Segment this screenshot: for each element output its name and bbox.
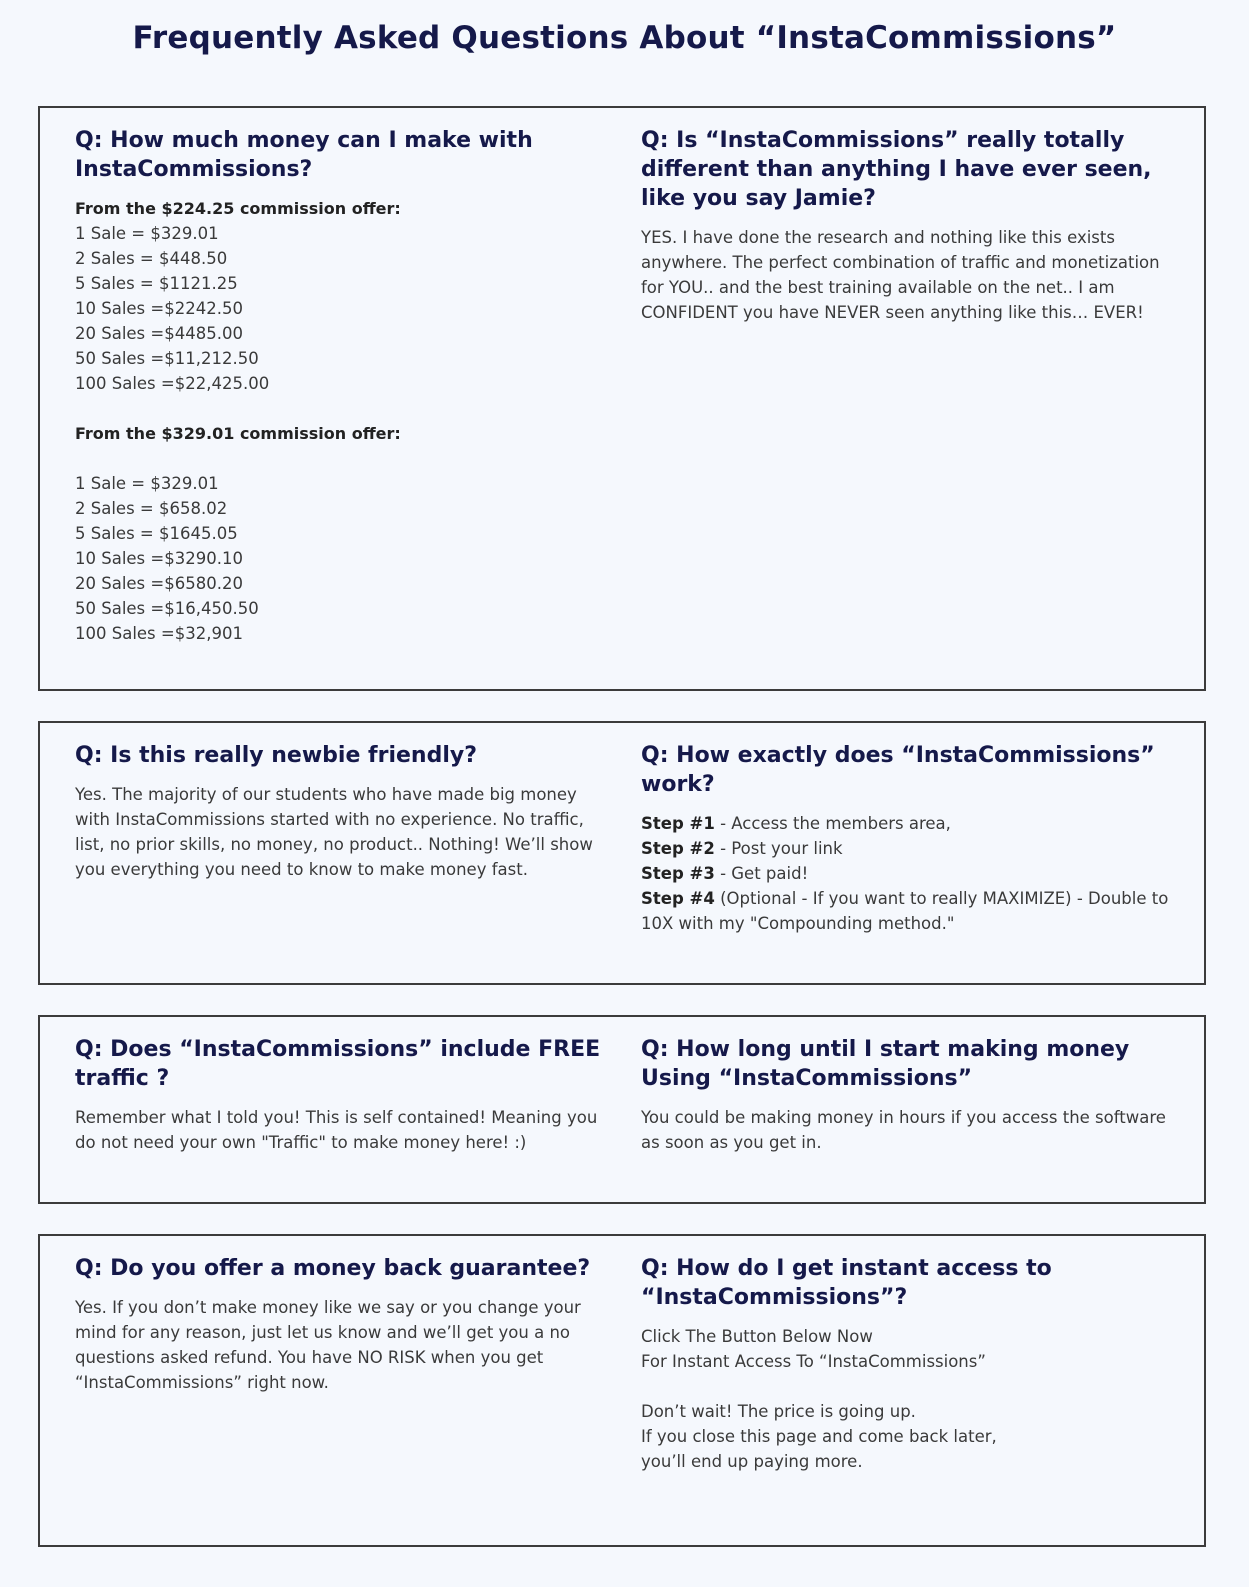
- earnings-line: 20 Sales =$6580.20: [75, 574, 243, 593]
- faq-answer: YES. I have done the research and nothing like this exists anywhere. The perfect combination of traffic and monetization for YOU.. and the best training available on the net.. I am CONFIDENT you have NEVER seen anything like this… EVER!: [641, 228, 1160, 322]
- faq-item-newbie: [75, 741, 605, 882]
- step-text: (Optional - If you want to really MAXIMIZE) - Double to 10X with my "Compounding method.": [641, 889, 1169, 933]
- access-line: If you close this page and come back later,: [641, 1427, 997, 1446]
- step-label: Step #3: [641, 864, 715, 883]
- faq-answer: Remember what I told you! This is self contained! Meaning you do not need your own "Traffic" to make money here! :): [75, 1108, 598, 1152]
- page-title: Frequently Asked Questions About “InstaCommissions”: [132, 20, 1117, 56]
- faq-question: Q: How long until I start making money Using “InstaCommissions”: [641, 1037, 1130, 1091]
- step-text: - Post your link: [714, 839, 843, 858]
- faq-box-4: [38, 1234, 1206, 1547]
- access-line: For Instant Access To “InstaCommissions”: [641, 1352, 986, 1371]
- faq-answer: You could be making money in hours if you access the software as soon as you get in.: [641, 1108, 1166, 1152]
- earnings-line: 100 Sales =$22,425.00: [75, 374, 270, 393]
- faq-box-3: [38, 1015, 1206, 1204]
- faq-question: Q: How much money can I make with InstaCommissions?: [75, 128, 533, 182]
- faq-answer: Yes. The majority of our students who have made big money with InstaCommissions started with no experience. No traffic, list, no prior skills, no money, no product.. Nothing! We’ll show you everything you need to know to make money fast.: [75, 785, 593, 879]
- earnings-line: 10 Sales =$2242.50: [75, 299, 243, 318]
- faq-item-how-it-works: [641, 741, 1171, 936]
- faq-box-1: [38, 106, 1206, 691]
- step-label: Step #1: [641, 814, 715, 833]
- access-line: Don’t wait! The price is going up.: [641, 1402, 916, 1421]
- faq-box-2: [38, 721, 1206, 985]
- step-text: - Access the members area,: [714, 814, 951, 833]
- earnings-line: 2 Sales = $448.50: [75, 249, 228, 268]
- earnings-line: 20 Sales =$4485.00: [75, 324, 243, 343]
- faq-question: Q: Is this really newbie friendly?: [75, 743, 477, 768]
- step-item: [641, 861, 1171, 886]
- earnings-line: 1 Sale = $329.01: [75, 224, 219, 243]
- faq-answer: Yes. If you don’t make money like we say or you change your mind for any reason, just let us know and we’ll get you a no questions asked refund. You have NO RISK when you get “InstaCommissions” right now.: [75, 1298, 581, 1392]
- step-label: Step #2: [641, 839, 715, 858]
- earnings-line: 10 Sales =$3290.10: [75, 549, 243, 568]
- earnings-line: 1 Sale = $329.01: [75, 474, 219, 493]
- faq-item-different: [641, 126, 1171, 325]
- earnings-line: 2 Sales = $658.02: [75, 499, 228, 518]
- access-line: you’ll end up paying more.: [641, 1452, 863, 1471]
- faq-question: Q: How do I get instant access to “InstaCommissions”?: [641, 1256, 1052, 1310]
- step-label: Step #4: [641, 889, 715, 908]
- access-line: Click The Button Below Now: [641, 1327, 873, 1346]
- faq-question: Q: Is “InstaCommissions” really totally different than anything I have ever seen, like you say Jamie?: [641, 128, 1152, 211]
- step-item: [641, 811, 1171, 836]
- faq-item-access: [641, 1254, 1171, 1474]
- faq-item-earnings: [75, 126, 605, 646]
- earnings-line: 50 Sales =$11,212.50: [75, 349, 259, 368]
- faq-item-guarantee: [75, 1254, 605, 1395]
- faq-question: Q: How exactly does “InstaCommissions” work?: [641, 743, 1155, 797]
- offer-title: From the $329.01 commission offer:: [75, 424, 401, 443]
- faq-item-how-long: [641, 1035, 1171, 1155]
- step-text: - Get paid!: [714, 864, 809, 883]
- faq-question: Q: Does “InstaCommissions” include FREE traffic ?: [75, 1037, 601, 1091]
- earnings-line: 100 Sales =$32,901: [75, 624, 243, 643]
- faq-item-traffic: [75, 1035, 605, 1155]
- step-item: [641, 886, 1171, 936]
- earnings-line: 50 Sales =$16,450.50: [75, 599, 259, 618]
- earnings-line: 5 Sales = $1645.05: [75, 524, 238, 543]
- step-item: [641, 836, 1171, 861]
- earnings-line: 5 Sales = $1121.25: [75, 274, 238, 293]
- faq-question: Q: Do you offer a money back guarantee?: [75, 1256, 591, 1281]
- offer-title: From the $224.25 commission offer:: [75, 199, 401, 218]
